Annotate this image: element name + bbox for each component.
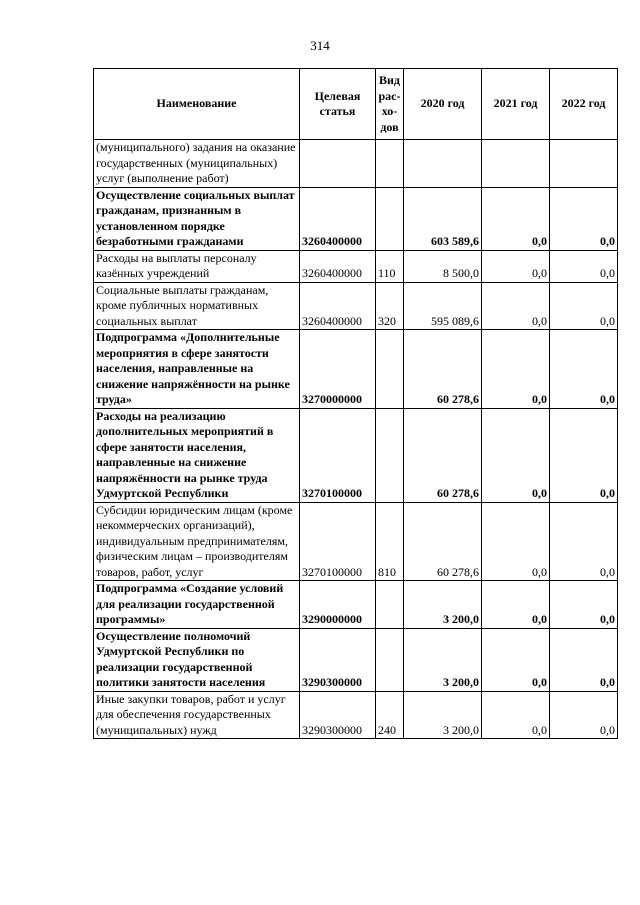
cell-2022: 0,0 <box>550 581 618 629</box>
cell-2020: 60 278,6 <box>404 502 482 581</box>
cell-2022: 0,0 <box>550 250 618 282</box>
cell-kind: 810 <box>376 502 404 581</box>
cell-target: 3290000000 <box>300 581 376 629</box>
cell-kind: 320 <box>376 282 404 330</box>
cell-name: Осуществление социальных выплат гражданам, признанным в установленном порядке безработными гражданами <box>94 187 300 250</box>
header-target: Целевая статья <box>300 69 376 140</box>
cell-2021: 0,0 <box>482 691 550 739</box>
cell-target: 3270000000 <box>300 330 376 409</box>
cell-2020: 3 200,0 <box>404 628 482 691</box>
header-kind: Вид рас-хо-дов <box>376 69 404 140</box>
cell-name: Расходы на реализацию дополнительных мероприятий в сфере занятости населения, направленные на снижение напряжённости на рынке труда Удмуртской Республики <box>94 408 300 502</box>
cell-2022: 0,0 <box>550 408 618 502</box>
header-2021: 2021 год <box>482 69 550 140</box>
cell-target: 3270100000 <box>300 408 376 502</box>
table-row <box>94 187 618 250</box>
cell-2020: 60 278,6 <box>404 330 482 409</box>
table-row <box>94 581 618 629</box>
header-2020: 2020 год <box>404 69 482 140</box>
cell-2022: 0,0 <box>550 691 618 739</box>
cell-target: 3260400000 <box>300 282 376 330</box>
page-number: 314 <box>310 38 330 53</box>
table-row <box>94 502 618 581</box>
cell-name: Подпрограмма «Создание условий для реализации государственной программы» <box>94 581 300 629</box>
cell-kind: 240 <box>376 691 404 739</box>
cell-2021: 0,0 <box>482 330 550 409</box>
cell-kind <box>376 628 404 691</box>
cell-kind: 110 <box>376 250 404 282</box>
cell-2021: 0,0 <box>482 628 550 691</box>
cell-2022: 0,0 <box>550 282 618 330</box>
cell-2020: 595 089,6 <box>404 282 482 330</box>
cell-kind <box>376 330 404 409</box>
cell-2022: 0,0 <box>550 628 618 691</box>
header-name: Наименование <box>94 69 300 140</box>
cell-2022: 0,0 <box>550 330 618 409</box>
cell-name: Иные закупки товаров, работ и услуг для обеспечения государственных (муниципальных) нужд <box>94 691 300 739</box>
cell-2021: 0,0 <box>482 250 550 282</box>
table-row <box>94 628 618 691</box>
cell-target: 3290300000 <box>300 691 376 739</box>
cell-kind <box>376 187 404 250</box>
cell-2020: 3 200,0 <box>404 691 482 739</box>
header-2022: 2022 год <box>550 69 618 140</box>
table-row <box>94 140 618 188</box>
cell-2020: 3 200,0 <box>404 581 482 629</box>
cell-target: 3260400000 <box>300 187 376 250</box>
cell-2021: 0,0 <box>482 502 550 581</box>
cell-target: 3290300000 <box>300 628 376 691</box>
cell-name: (муниципального) задания на оказание государственных (муниципальных) услуг (выполнение работ) <box>94 140 300 188</box>
table-row <box>94 282 618 330</box>
cell-kind <box>376 408 404 502</box>
cell-name: Субсидии юридическим лицам (кроме некоммерческих организаций), индивидуальным предпринимателям, физическим лицам – производителям товаров, работ, услуг <box>94 502 300 581</box>
cell-kind <box>376 140 404 188</box>
cell-2020: 60 278,6 <box>404 408 482 502</box>
cell-name: Подпрограмма «Дополнительные мероприятия в сфере занятости населения, направленные на снижение напряжённости на рынке труда» <box>94 330 300 409</box>
cell-2022: 0,0 <box>550 187 618 250</box>
table-row <box>94 408 618 502</box>
cell-2021 <box>482 140 550 188</box>
cell-name: Осуществление полномочий Удмуртской Республики по реализации государственной политики занятости населения <box>94 628 300 691</box>
cell-name: Социальные выплаты гражданам, кроме публичных нормативных социальных выплат <box>94 282 300 330</box>
cell-2021: 0,0 <box>482 187 550 250</box>
table-header-row <box>94 69 618 140</box>
cell-2020 <box>404 140 482 188</box>
cell-2021: 0,0 <box>482 581 550 629</box>
budget-table <box>93 68 618 739</box>
table-row <box>94 330 618 409</box>
cell-2021: 0,0 <box>482 408 550 502</box>
cell-2020: 8 500,0 <box>404 250 482 282</box>
cell-name: Расходы на выплаты персоналу казённых учреждений <box>94 250 300 282</box>
cell-kind <box>376 581 404 629</box>
table-row <box>94 691 618 739</box>
cell-target: 3270100000 <box>300 502 376 581</box>
cell-target <box>300 140 376 188</box>
cell-target: 3260400000 <box>300 250 376 282</box>
cell-2020: 603 589,6 <box>404 187 482 250</box>
cell-2022 <box>550 140 618 188</box>
cell-2022: 0,0 <box>550 502 618 581</box>
table-row <box>94 250 618 282</box>
cell-2021: 0,0 <box>482 282 550 330</box>
